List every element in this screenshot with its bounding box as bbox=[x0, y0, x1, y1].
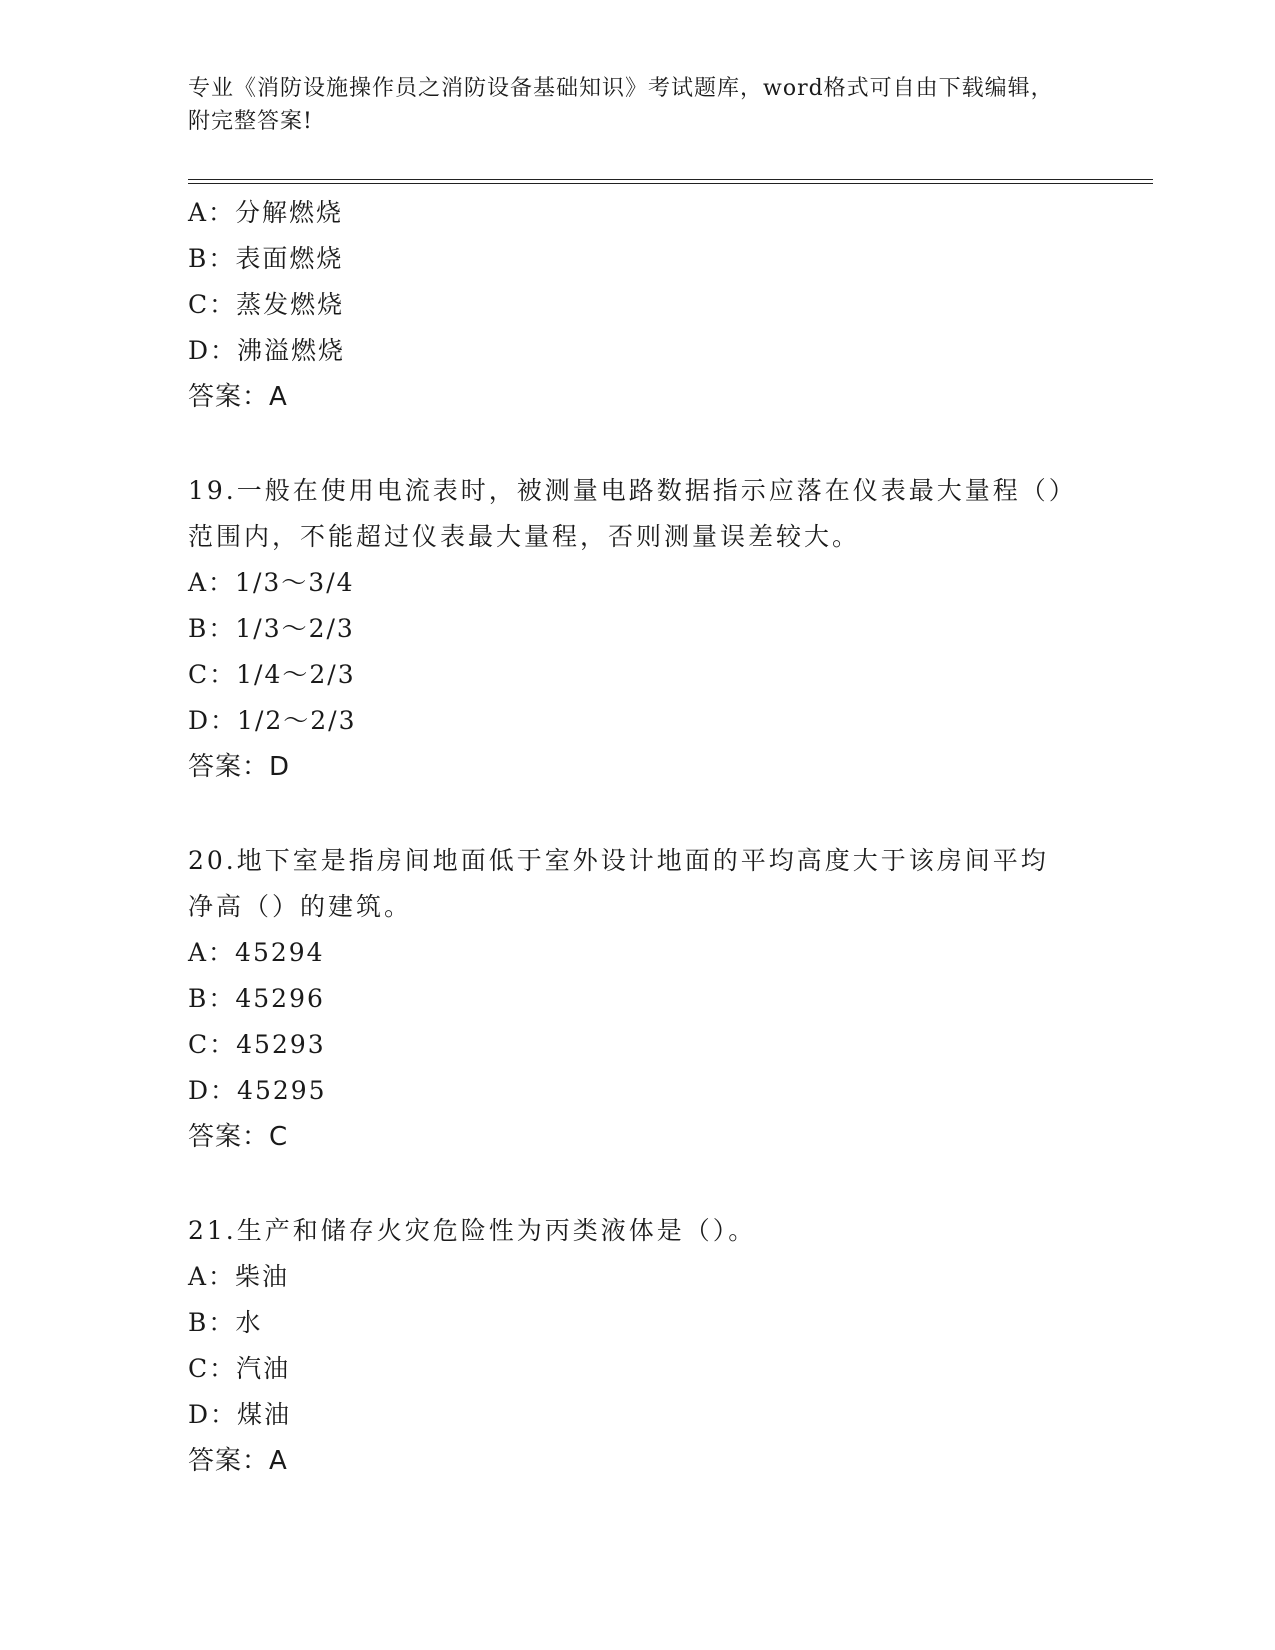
option-a: A：分解燃烧 bbox=[188, 198, 344, 227]
option-c: C：汽油 bbox=[188, 1354, 291, 1383]
question-18 bbox=[188, 190, 1088, 420]
option-d: D：1/2～2/3 bbox=[188, 706, 357, 735]
option-c: C：蒸发燃烧 bbox=[188, 290, 345, 319]
option-b: B：1/3～2/3 bbox=[188, 614, 355, 643]
option-d: D：45295 bbox=[188, 1076, 327, 1105]
option-c: C：45293 bbox=[188, 1030, 326, 1059]
question-stem: 20.地下室是指房间地面低于室外设计地面的平均高度大于该房间平均净高（）的建筑。 bbox=[188, 846, 1049, 921]
question-20 bbox=[188, 838, 1088, 1160]
answer: 答案：A bbox=[188, 1446, 288, 1476]
option-b: B：水 bbox=[188, 1308, 263, 1337]
header-rule bbox=[188, 179, 1153, 184]
page-header: 专业《消防设施操作员之消防设备基础知识》考试题库，word格式可自由下载编辑，附完整答案! bbox=[188, 76, 1054, 134]
question-19 bbox=[188, 468, 1088, 790]
option-a: A：柴油 bbox=[188, 1262, 290, 1291]
option-c: C：1/4～2/3 bbox=[188, 660, 356, 689]
option-d: D：煤油 bbox=[188, 1400, 292, 1429]
option-a: A：1/3～3/4 bbox=[188, 568, 355, 597]
option-d: D：沸溢燃烧 bbox=[188, 336, 346, 365]
answer: 答案：C bbox=[188, 1122, 289, 1152]
option-b: B：45296 bbox=[188, 984, 325, 1013]
answer: 答案：D bbox=[188, 752, 291, 782]
question-list bbox=[188, 190, 1088, 1484]
option-b: B：表面燃烧 bbox=[188, 244, 344, 273]
question-stem: 19.一般在使用电流表时，被测量电路数据指示应落在仪表最大量程（）范围内，不能超过仪表最大量程，否则测量误差较大。 bbox=[188, 476, 1065, 551]
question-stem: 21.生产和储存火灾危险性为丙类液体是（）。 bbox=[188, 1216, 757, 1245]
question-21 bbox=[188, 1208, 1088, 1484]
option-a: A：45294 bbox=[188, 938, 325, 967]
answer: 答案：A bbox=[188, 382, 288, 412]
